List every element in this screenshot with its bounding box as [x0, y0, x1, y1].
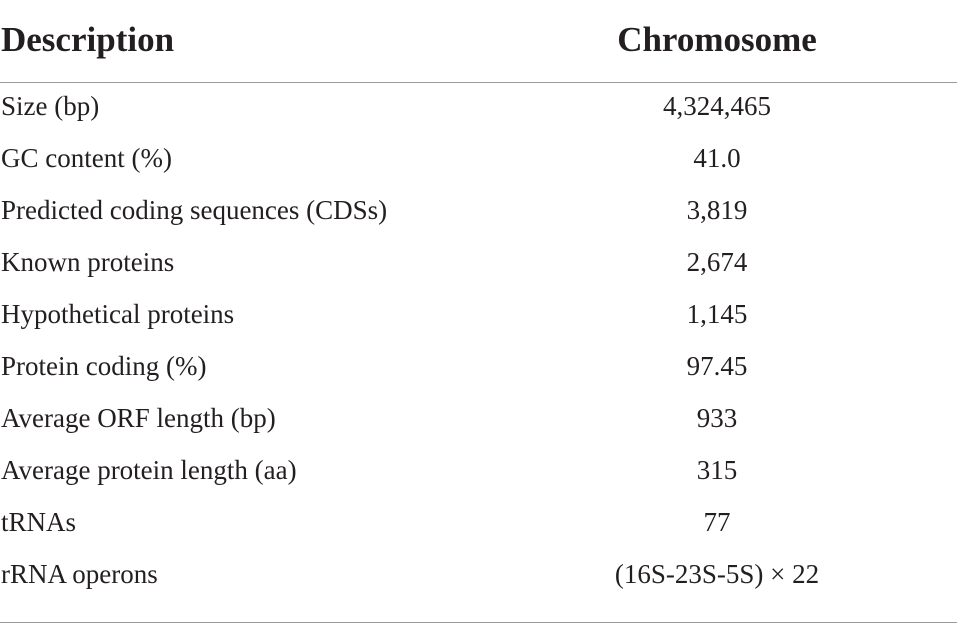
table-row [0, 238, 957, 290]
row-description: rRNA operons [1, 559, 158, 589]
row-description: Predicted coding sequences (CDSs) [1, 195, 388, 225]
row-value: 1,145 [686, 299, 748, 329]
row-value: 77 [703, 507, 731, 537]
table-row [0, 498, 957, 550]
row-description: GC content (%) [1, 143, 172, 173]
table-header [0, 0, 957, 83]
row-description: Hypothetical proteins [1, 299, 235, 329]
row-description: Size (bp) [1, 91, 100, 121]
table-row [0, 446, 957, 498]
row-description: Known proteins [1, 247, 175, 277]
table-row [0, 82, 957, 134]
row-value: 41.0 [693, 143, 741, 173]
row-description: Average protein length (aa) [1, 455, 297, 485]
table-row [0, 186, 957, 238]
row-value: 3,819 [686, 195, 748, 225]
row-value: 4,324,465 [663, 91, 771, 121]
table-body [0, 82, 957, 602]
row-value: (16S-23S-5S) × 22 [614, 559, 820, 589]
row-value: 315 [696, 455, 738, 485]
table-row [0, 394, 957, 446]
table-row [0, 134, 957, 186]
header-description: Description [1, 20, 175, 59]
table-bottom-rule [0, 622, 957, 623]
table-row [0, 550, 957, 602]
table-row [0, 290, 957, 342]
header-chromosome: Chromosome [617, 20, 817, 59]
table-row [0, 342, 957, 394]
row-value: 2,674 [686, 247, 748, 277]
row-description: tRNAs [1, 507, 77, 537]
row-description: Average ORF length (bp) [1, 403, 276, 433]
row-description: Protein coding (%) [1, 351, 207, 381]
row-value: 933 [696, 403, 738, 433]
row-value: 97.45 [686, 351, 748, 381]
